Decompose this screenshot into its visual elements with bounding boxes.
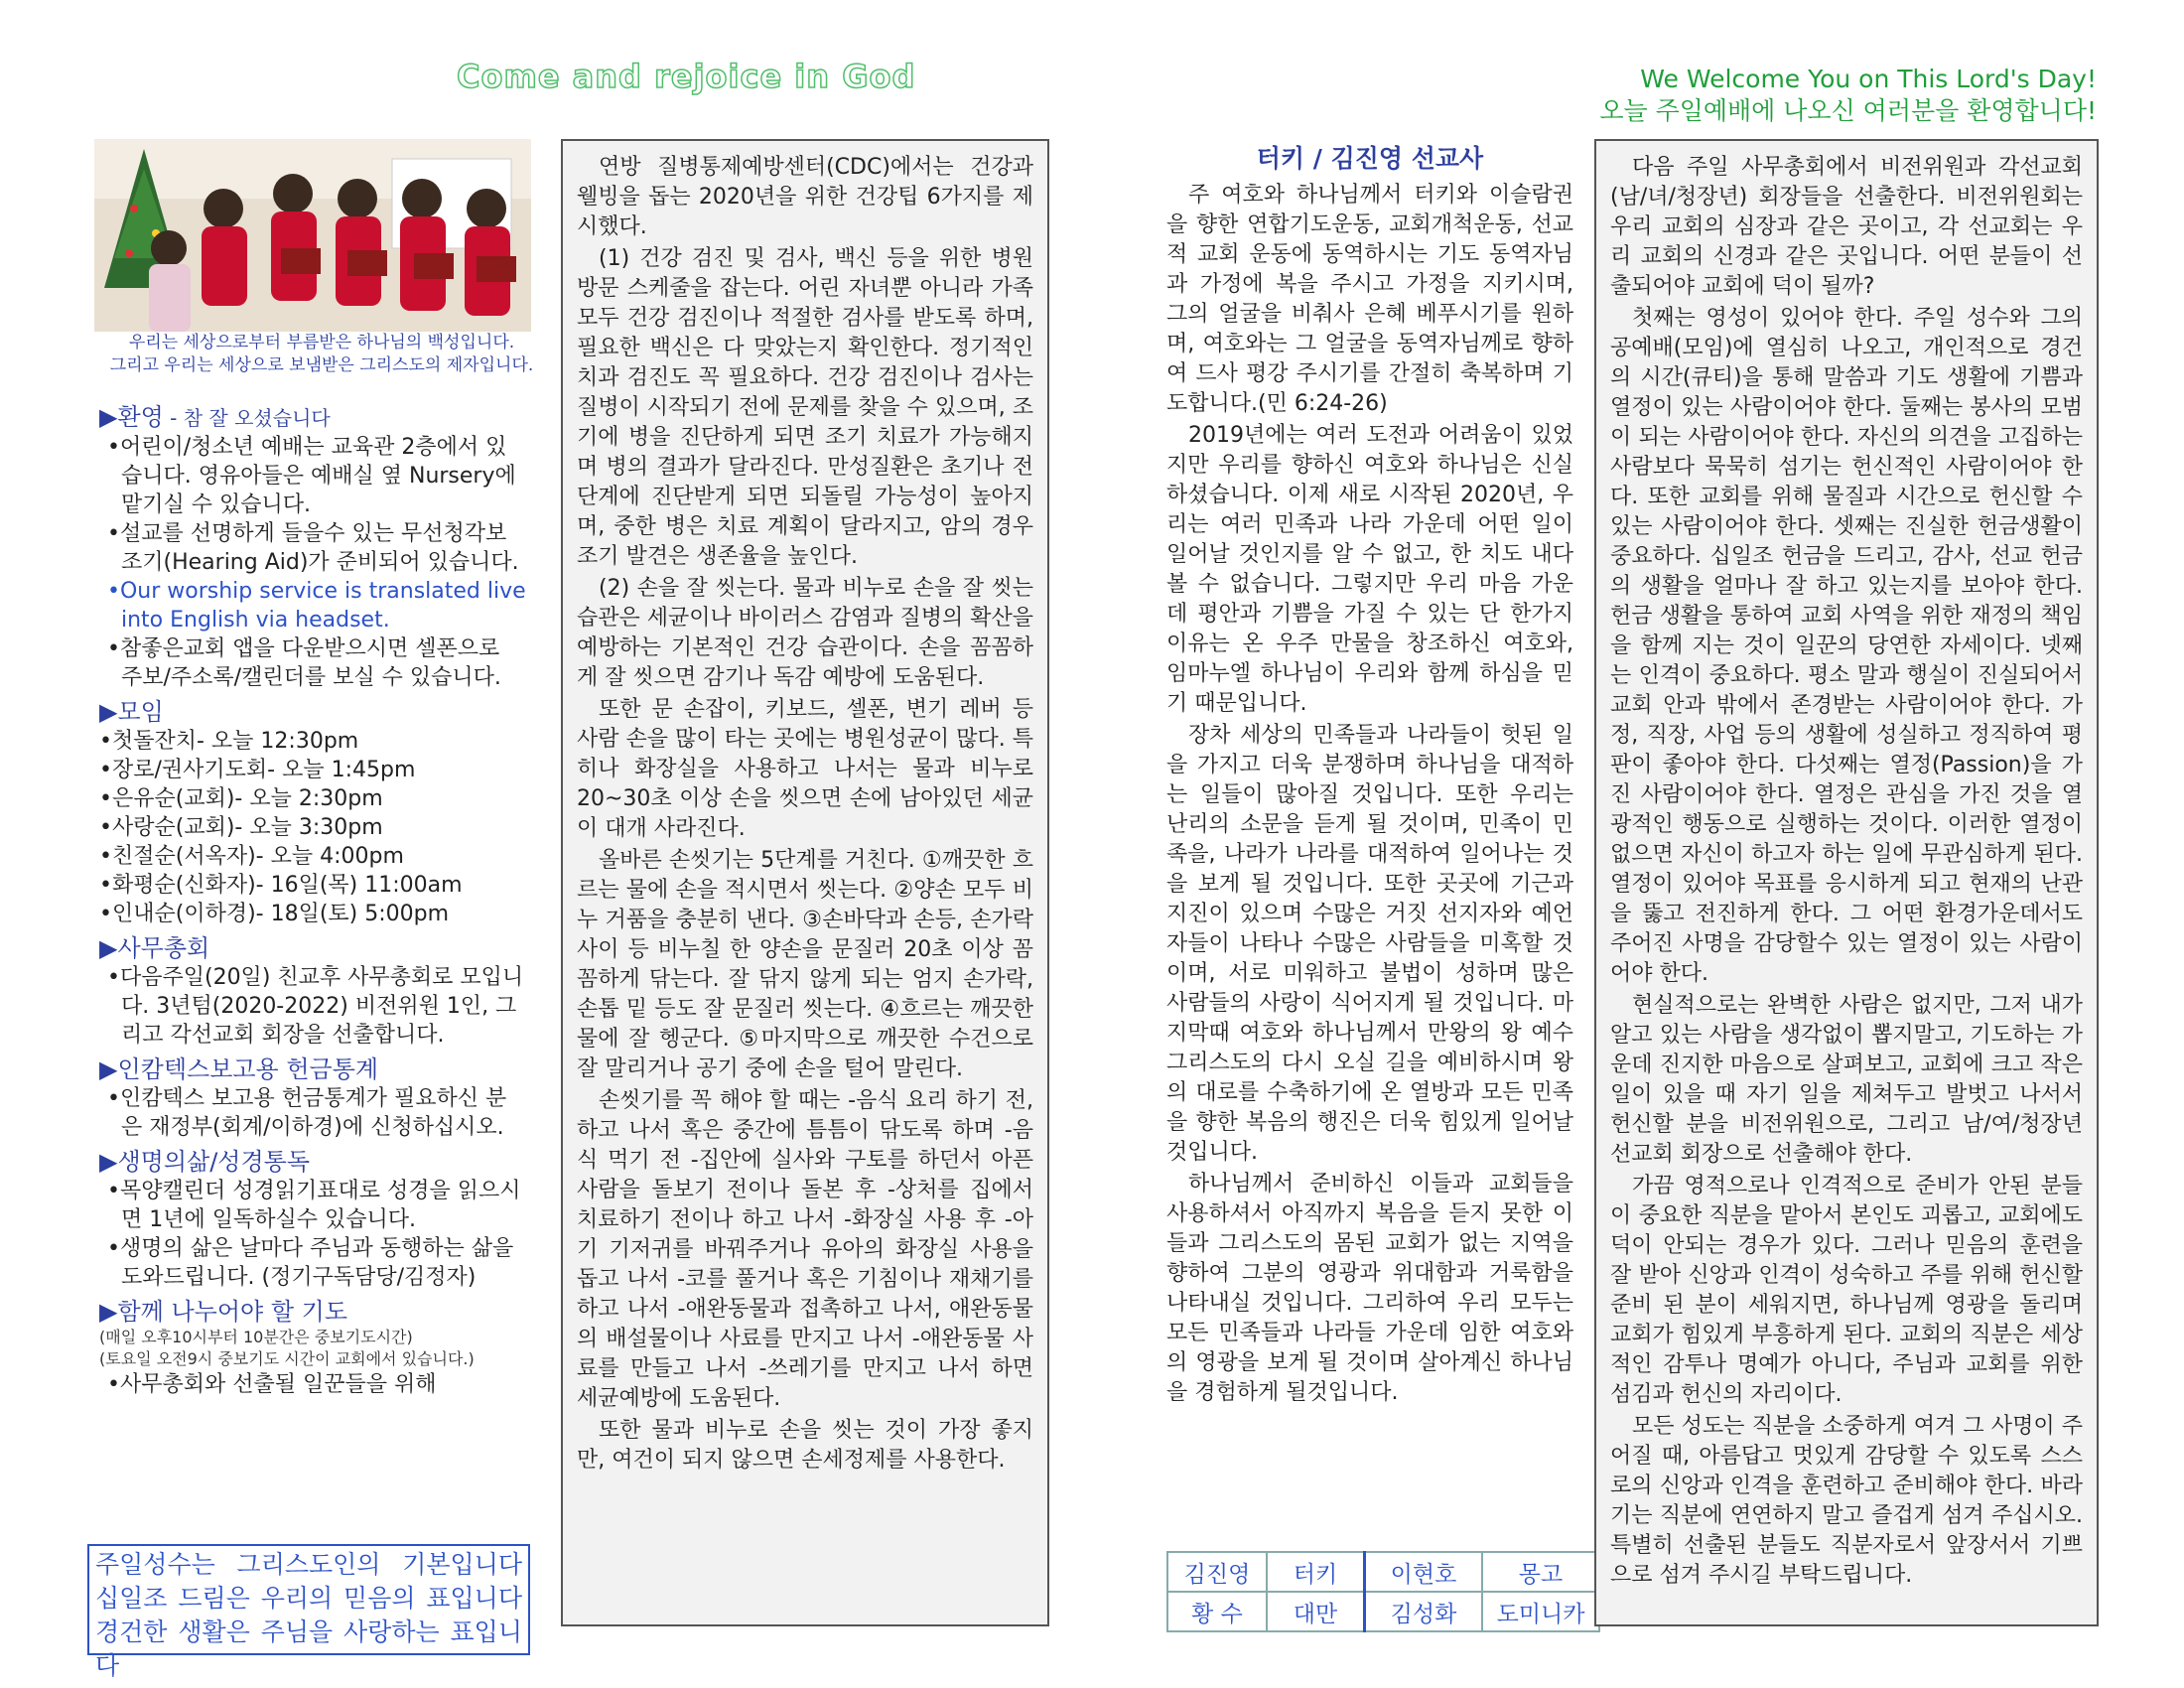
article-paragraph: 모든 성도는 직분을 소중하게 여겨 그 사명이 주어질 때, 아름답고 멋있게 감당할 수 있도록 스스로의 신앙과 인격을 훈련하고 준비해야 한다. 바라기는 직분에 연연하지 말고 즐겁게 섬겨 주십시오. 특별히 선출된 분들도 직분자로서 앞장서서 기쁘으로 섬겨 주시길 부탁드립니다. [1610, 1414, 2083, 1588]
photo-caption [93, 332, 550, 377]
table-row [1167, 1552, 1599, 1592]
article-paragraph: (2) 손을 잘 씻는다. 물과 비누로 손을 잘 씻는 습관은 세균이나 바이러스 감염과 질병의 확산을 예방하는 기본적인 건강 습관이다. 손을 꼼꼼하게 잘 씻으면 감기나 독감 예방에 도움된다. [577, 576, 1034, 690]
table-cell: 이현호 [1365, 1552, 1483, 1592]
welcome-english: We Welcome You on This Lord's Day! [1640, 65, 2097, 93]
table-cell: 도미니카 [1482, 1592, 1599, 1631]
welcome-section-title: ▶환영 - 참 잘 오셨습니다 [99, 403, 331, 431]
prayer-note: (매일 오후10시부터 10분간은 중보기도시간) [99, 1328, 413, 1346]
office-section-title: ▶사무총회 [99, 934, 210, 962]
article-paragraph: 손씻기를 꼭 해야 할 때는 -음식 요리 하기 전, 하고 나서 혹은 중간에 틈틈이 닦도록 하며 -음식 먹기 전 -집안에 실사와 구토를 하던서 아픈 사람을 돌보기 전이나 돌본 후 -상처를 집에서 치료하기 전이나 하고 나서 -화장실 사용 후 -아기 기저귀를 바꿔주거나 유아의 화장실 사용을 돕고 나서 -코를 풀거나 혹은 기침이나 재채기를 하고 나서 -애완동물과 접촉하고 나서, 애완동물의 배설물이나 사료를 만지고 나서 -애완동물 사료를 만들고 나서 -쓰레기를 만지고 나서 하면 세균예방에 도움된다. [577, 1088, 1033, 1411]
life-section-title: ▶생명의삶/성경통독 [99, 1148, 311, 1176]
article-paragraph: 연방 질병통제예방센터(CDC)에서는 건강과 웰빙을 돕는 2020년을 위한 건강팁 6가지를 제시했다. [577, 155, 1033, 239]
list-item: •Our worship service is translated live into English via headset. [107, 579, 526, 633]
list-item: •은유순(교회)- 오늘 2:30pm [99, 786, 383, 811]
announcements [99, 397, 526, 1399]
list-item: •장로/권사기도회- 오늘 1:45pm [99, 758, 416, 782]
header-welcome [1599, 64, 2097, 127]
caption-line2: 그리고 우리는 세상으로 보냄받은 그리스도의 제자입니다. [109, 355, 534, 375]
table-cell: 김성화 [1365, 1592, 1483, 1631]
motto-line: 주일성수는 그리스도인의 기본입니다 [95, 1550, 522, 1579]
list-item: •친절순(서옥자)- 오늘 4:00pm [99, 844, 404, 869]
list-item: •화평순(신화자)- 16일(목) 11:00am [99, 873, 463, 898]
article-paragraph: 현실적으로는 완벽한 사람은 없지만, 그저 내가 알고 있는 사람을 생각없이 뽑지말고, 기도하는 가운데 진지한 마음으로 살펴보고, 교회에 크고 작은 일이 있을 때 자기 일을 제쳐두고 발벗고 나서서 헌신할 분을 비전위원으로, 그리고 남/여/청장년 선교회 회장으로 선출해야 한다. [1610, 993, 2083, 1167]
article-paragraph: 또한 문 손잡이, 키보드, 셀폰, 변기 레버 등 사람 손을 많이 타는 곳에는 병원성균이 많다. 특히나 화장실을 사용하고 나서는 물과 비누로 20~30초 이상 손을 씻으면 손에 남아있던 세균이 대개 사라진다. [577, 697, 1033, 841]
list-item: •인캄텍스 보고용 헌금통계가 필요하신 분은 재정부(회계/이하경)에 신청하십시오. [107, 1086, 507, 1140]
article-paragraph: 첫째는 영성이 있어야 한다. 주일 성수와 그의 공예배(모임)에 열심히 나오고, 개인적으로 경건의 시간(큐티)을 통해 말씀과 기도 생활에 기쁨과 열정이 있는 사람이어야 한다. 둘째는 봉사의 모범이 되는 사람이어야 한다. 자신의 의견을 고집하는 사람보다 묵묵히 섬기는 헌신적인 사람이어야 한다. 또한 교회를 위해 물질과 시간으로 헌신할 수 있는 사람이어야 한다. 셋째는 진실한 헌금생활이 중요하다. 십일조 헌금을 드리고, 감사, 선교 헌금의 생활을 얼마나 잘 하고 있는지를 보아야 한다. 헌금 생활을 통하여 교회 사역을 위한 재정의 책임을 함께 지는 것이 일꾼의 당연한 자세이다. 넷째는 인격이 중요하다. 평소 말과 행실이 진실되어서 교회 안과 밖에서 존경받는 사람이어야 한다. 가정, 직장, 사업 등의 생활에 성실하고 정직하여 평판이 좋아야 한다. 다섯째는 열정(Passion)을 가진 사람이어야 한다. 열정은 관심을 가진 것을 열광적인 행동으로 실행하는 것이다. 이러한 열정이 없으면 자신이 하고자 하는 일에 무관심하게 된다. 열정이 있어야 목표를 응시하게 되고 현재의 난관을 뚫고 전진하게 한다. 그 어떤 환경가운데서도 주어진 사명을 감당할수 있는 열정이 있는 사람이어야 한다. [1610, 306, 2083, 986]
caption-line1: 우리는 세상으로부터 부름받은 하나님의 백성입니다. [128, 333, 515, 352]
table-row [1167, 1592, 1599, 1631]
article-paragraph: 주 여호와 하나님께서 터키와 이슬람권을 향한 연합기도운동, 교회개척운동, 선교적 교회 운동에 동역하시는 기도 동역자님과 가정에 복을 주시고 가정을 지키시며, 그의 얼굴을 비춰사 은혜 베푸시기를 원하며, 여호와는 그 얼굴을 동역자님께로 향하여 드사 평강 주시기를 간절히 축복하며 기도합니다.(민 6:24-26) [1166, 183, 1573, 416]
article-paragraph: (1) 건강 검진 및 검사, 백신 등을 위한 병원 방문 스케줄을 잡는다. 어린 자녀뿐 아니라 가족 모두 건강 검진이나 적절한 검사를 받도록 하며, 필요한 백신은 다 맞았는지 확인한다. 정기적인 치과 검진도 꼭 필요하다. 건강 검진이나 검사는 질병이 시작되기 전에 문제를 찾을 수 있으며, 조기에 병을 진단하게 되면 조기 치료가 가능해지며 병의 결과가 달라진다. 만성질환은 초기나 전단계에 진단받게 되면 되돌릴 가능성이 높아지며, 중한 병은 치료 계획이 달라지고, 암의 경우 조기 발견은 생존율을 높인다. [577, 246, 1033, 569]
list-item: •목양캘린더 성경읽기표대로 성경을 읽으시면 1년에 일독하실수 있습니다. [107, 1179, 521, 1232]
missionary-title: 터키 / 김진영 선교사 [1256, 144, 1484, 173]
motto-line: 십일조 드림은 우리의 믿음의 표입니다 [95, 1584, 522, 1613]
list-item: •생명의 삶은 날마다 주님과 동행하는 삶을 도와드립니다. (정기구독담당/김정자) [107, 1236, 514, 1290]
article-paragraph: 올바른 손씻기는 5단계를 거친다. ①깨끗한 흐르는 물에 손을 적시면서 씻는다. ②양손 모두 비누 거품을 충분히 낸다. ③손바닥과 손등, 손가락 사이 등 비누칠 한 양손을 문질러 20초 이상 꼼꼼하게 닦는다. 잘 닦지 않게 되는 엄지 손가락, 손톱 밑 등도 잘 문질러 씻는다. ④흐르는 깨끗한 물에 잘 헹군다. ⑤마지막으로 깨끗한 수건으로 잘 말리거나 공기 중에 손을 털어 말린다. [577, 848, 1033, 1081]
list-item: •사무총회와 선출될 일꾼들을 위해 [107, 1372, 437, 1397]
article-paragraph: 장차 세상의 민족들과 나라들이 헛된 일을 가지고 더욱 분쟁하며 하나님을 대적하는 일들이 많아질 것입니다. 또한 우리는 난리의 소문을 듣게 될 것이며, 민족이 민족을, 나라가 나라를 대적하여 일어나는 것을 보게 될 것입니다. 또한 곳곳에 기근과 지진이 있으며 수많은 거짓 선지자와 예언자들이 나타나 수많은 사람들을 미혹할 것이며, 서로 미워하고 불법이 성하며 많은 사람들의 사랑이 식어지게 될 것입니다. 마지막때 여호와 하나님께서 만왕의 왕 예수 그리스도의 다시 오실 길을 예비하시며 왕의 대로를 수축하기에 온 열방과 모든 민족을 향한 복음의 행진은 더욱 힘있게 일어날 것입니다. [1166, 723, 1573, 1165]
list-item: •어린이/청소년 예배는 교육관 2층에서 있습니다. 영유아들은 예배실 옆 Nursery에 맡기실 수 있습니다. [107, 435, 516, 517]
prayer-note: (토요일 오전9시 중보기도 시간이 교회에서 있습니다.) [99, 1349, 475, 1368]
article-paragraph: 다음 주일 사무총회에서 비전위원과 각선교회(남/녀/청장년) 회장들을 선출한다. 비전위원회는 우리 교회의 심장과 같은 곳이고, 각 선교회는 우리 교회의 신경과 같은 곳입니다. 어떤 분들이 선출되어야 교회에 덕이 될까? [1610, 155, 2083, 299]
motto-box [87, 1544, 530, 1680]
article-paragraph: 하나님께서 준비하신 이들과 교회들을 사용하셔서 아직까지 복음을 듣지 못한 이들과 그리스도의 몸된 교회가 없는 지역을 향하여 그분의 영광과 위대함과 거룩함을 나타내실 것입니다. 그리하여 우리 모두는 모든 민족들과 나라들 가운데 임한 여호와의 영광을 보게 될 것이며 살아계신 하나님을 경험하게 될것입니다. [1166, 1172, 1573, 1405]
table-cell: 김진영 [1167, 1552, 1267, 1592]
list-item: •다음주일(20일) 친교후 사무총회로 모입니다. 3년텀(2020-2022) 비전위원 1인, 그리고 각선교회 회장을 선출합니다. [107, 965, 524, 1048]
list-item: •참좋은교회 앱을 다운받으시면 셀폰으로 주보/주소록/캘린더를 보실 수 있습니다. [107, 636, 501, 690]
table-cell: 대만 [1267, 1592, 1365, 1631]
list-item: •설교를 선명하게 들을수 있는 무선청각보조기(Hearing Aid)가 준비되어 있습니다. [107, 521, 519, 575]
welcome-korean: 오늘 주일예배에 나오신 여러분을 환영합니다! [1599, 96, 2097, 125]
article-paragraph: 가끔 영적으로나 인격적으로 준비가 안된 분들이 중요한 직분을 맡아서 본인도 괴롭고, 교회에도 덕이 안되는 경우가 있다. 그러나 믿음의 훈련을 잘 받아 신앙과 인격이 성숙하고 주를 위해 헌신할 준비 된 분이 세워지면, 하나님께 영광을 돌리며 교회가 힘있게 부흥하게 된다. 교회의 직분은 세상적인 감투나 명예가 아니다, 주님과 교회를 위한 섬김과 헌신의 자리이다. [1610, 1174, 2083, 1407]
meeting-section-title: ▶모임 [99, 698, 164, 726]
choir-photo [94, 139, 531, 332]
tax-section-title: ▶인캄텍스보고용 헌금통계 [99, 1055, 379, 1083]
article-paragraph: 2019년에는 여러 도전과 어려움이 있었지만 우리를 향하신 여호와 하나님은 신실하셨습니다. 이제 새로 시작된 2020년, 우리는 여러 민족과 나라 가운데 어떤 일이 일어날 것인지를 알 수 없고, 한 치도 내다 볼 수 없습니다. 그렇지만 우리 마음 가운데 평안과 기쁨을 가질 수 있는 단 한가지 이유는 온 우주 만물을 창조하신 여호와, 임마누엘 하나님이 우리와 함께 하심을 믿기 때문입니다. [1166, 423, 1573, 716]
list-item: •인내순(이하경)- 18일(토) 5:00pm [99, 902, 450, 926]
table-cell: 몽고 [1482, 1552, 1599, 1592]
missionary-letter [1166, 139, 1573, 1410]
list-item: •첫돌잔치- 오늘 12:30pm [99, 729, 359, 754]
article-paragraph: 또한 물과 비누로 손을 씻는 것이 가장 좋지만, 여건이 되지 않으면 손세정제를 사용한다. [577, 1418, 1033, 1473]
officers-article [1594, 139, 2099, 1626]
missionary-table [1166, 1551, 1600, 1632]
table-cell: 터키 [1267, 1552, 1365, 1592]
list-item: •사랑순(교회)- 오늘 3:30pm [99, 815, 383, 840]
health-article [561, 139, 1049, 1626]
prayer-section-title: ▶함께 나누어야 할 기도 [99, 1298, 347, 1326]
motto-line: 경건한 생활은 주님을 사랑하는 표입니다 [95, 1618, 522, 1680]
table-cell: 황 수 [1167, 1592, 1267, 1631]
header-left-title: Come and rejoice in God [457, 58, 916, 95]
